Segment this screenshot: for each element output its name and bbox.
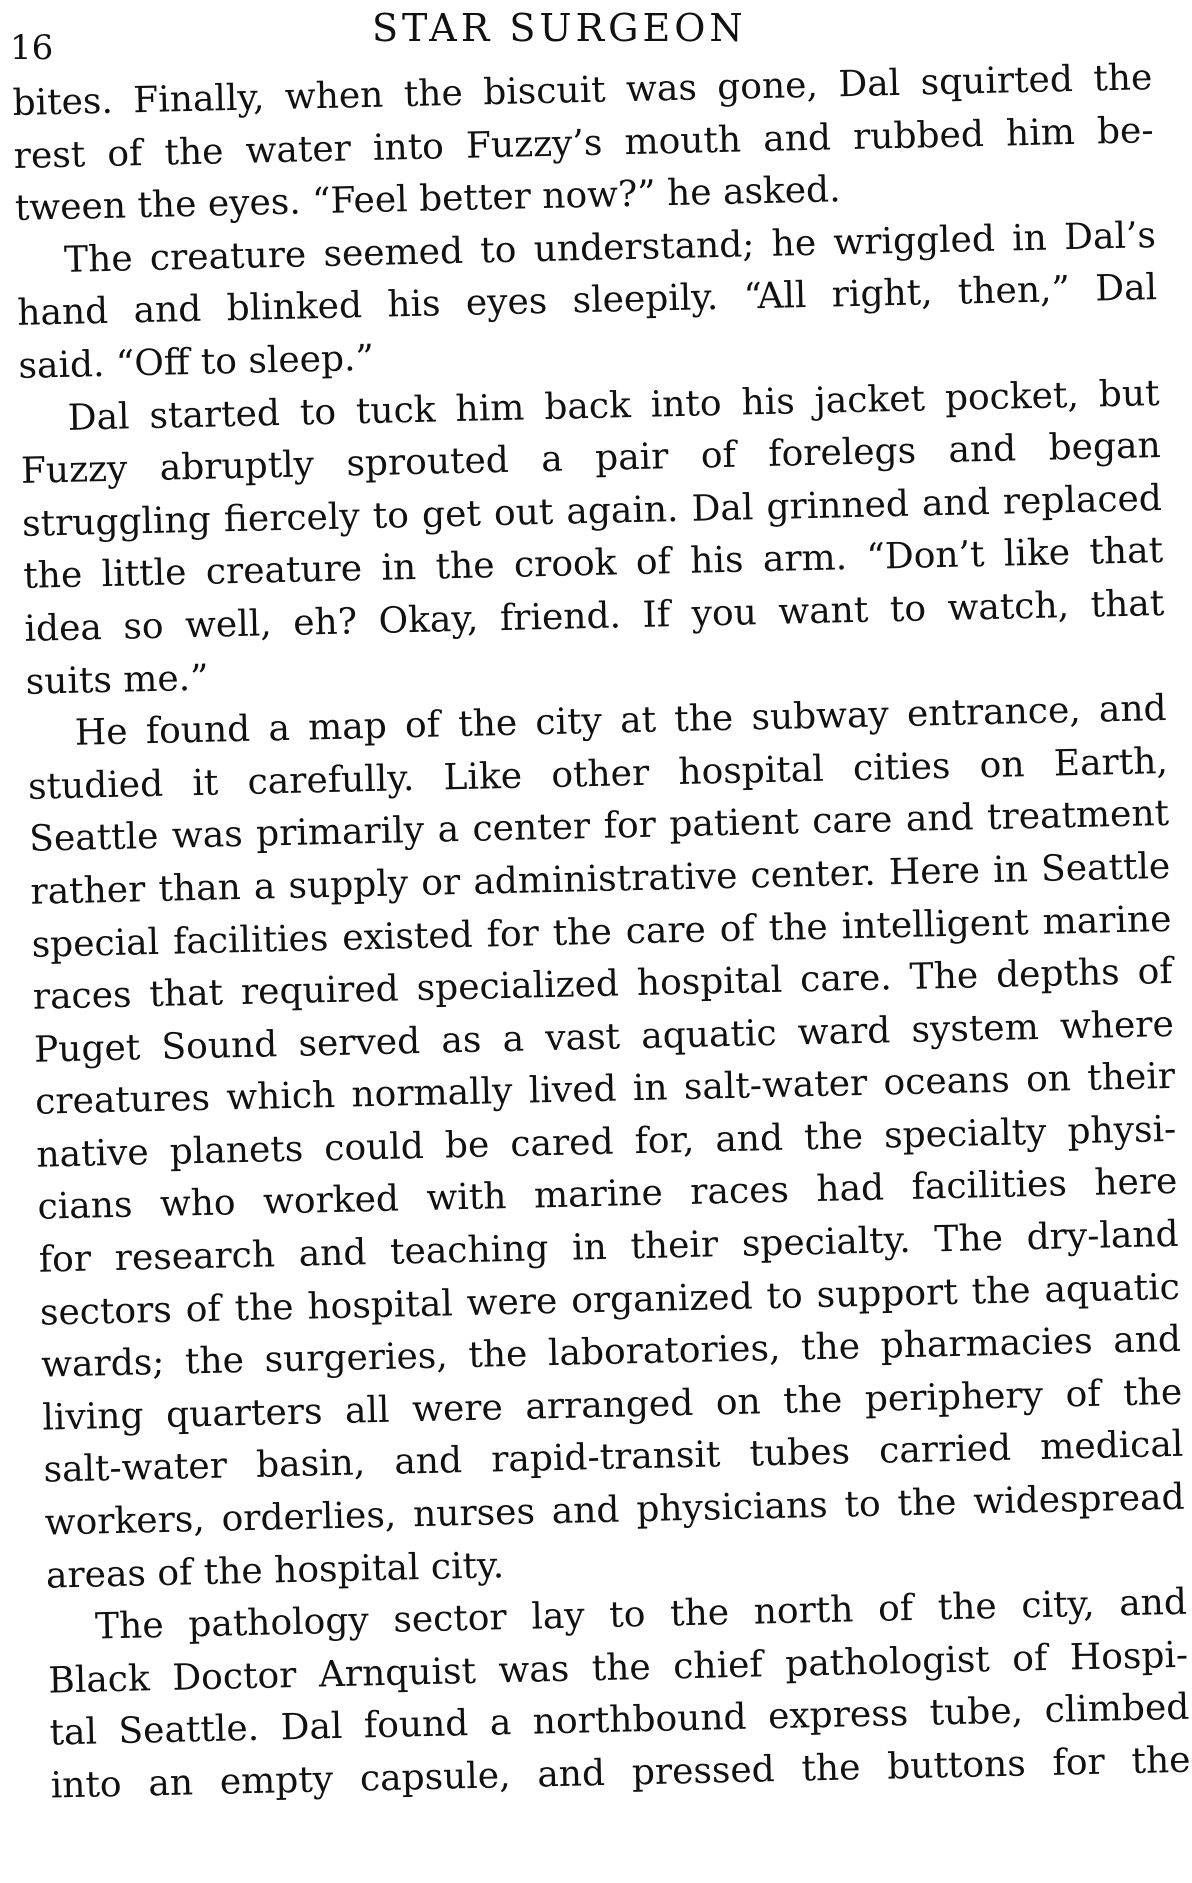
text-line: Dal started to tuck him back into his jacket pocket, but [67,372,1160,439]
text-line: rest of the water into Fuzzy’s mouth and rubbed him be- [13,109,1154,177]
text-line: living quarters all were arranged on the periphery of the [41,1371,1183,1439]
text-line: for research and teaching in their specialty. The dry-land [38,1213,1180,1281]
text-line: idea so well, eh? Okay, friend. If you want to watch, that [24,582,1165,650]
text-line: hand and blinked his eyes sleepily. “All right, then,” Dal [16,267,1158,335]
text-line: Fuzzy abruptly sprouted a pair of forelegs and began [20,425,1162,493]
text-line: sectors of the hospital were organized to support the aquatic [39,1266,1181,1334]
text-line: creatures which normally lived in salt-water oceans on their [34,1056,1176,1124]
text-line: struggling fiercely to get out again. Dal grinned and replaced [21,477,1163,545]
text-line: wards; the surgeries, the laboratories, the pharmacies and [40,1319,1182,1386]
body-text [12,52,1191,1813]
text-line: suits me.” [25,657,209,703]
text-line: races that required specialized hospital care. The depths of [32,950,1174,1018]
text-line: studied it carefully. Like other hospital cities on Earth, [27,740,1169,808]
text-line: salt-water basin, and rapid-transit tubes carried medical [43,1424,1184,1492]
text-line: into an empty capsule, and pressed the buttons for the [50,1739,1191,1807]
page-number: 16 [10,28,54,68]
text-line: special facilities existed for the care of the intelligent marine [31,898,1172,966]
running-title: STAR SURGEON [372,6,747,50]
text-line: He found a map of the city at the subway entrance, and [74,688,1168,754]
text-line: rather than a supply or administrative center. Here in Seattle [30,845,1171,913]
text-line: cians who worked with marine races had facilities here [37,1161,1178,1229]
text-line: the little creature in the crook of his arm. “Don’t like that [22,530,1164,598]
text-line: areas of the hospital city. [45,1544,505,1597]
text-line: native planets could be cared for, and the specialty physi- [35,1108,1177,1176]
text-line: The pathology sector lay to the north of the city, and [94,1581,1188,1648]
text-line: workers, orderlies, nurses and physicians to the widespread [44,1476,1185,1544]
text-line: Puget Sound served as a vast aquatic ward system where [33,1003,1175,1071]
text-line: bites. Finally, when the biscuit was gone, Dal squirted the [12,57,1153,124]
text-line: Seattle was primarily a center for patient care and treatment [28,793,1170,861]
text-line: said. “Off to sleep.” [18,337,375,387]
text-line: Black Doctor Arnquist was the chief pathologist of Hospi- [47,1634,1189,1702]
text-line: tween the eyes. “Feel better now?” he asked. [14,169,841,230]
text-line: The creature seemed to understand; he wriggled in Dal’s [63,214,1157,281]
text-line: tal Seattle. Dal found a northbound express tube, climbed [49,1687,1190,1754]
